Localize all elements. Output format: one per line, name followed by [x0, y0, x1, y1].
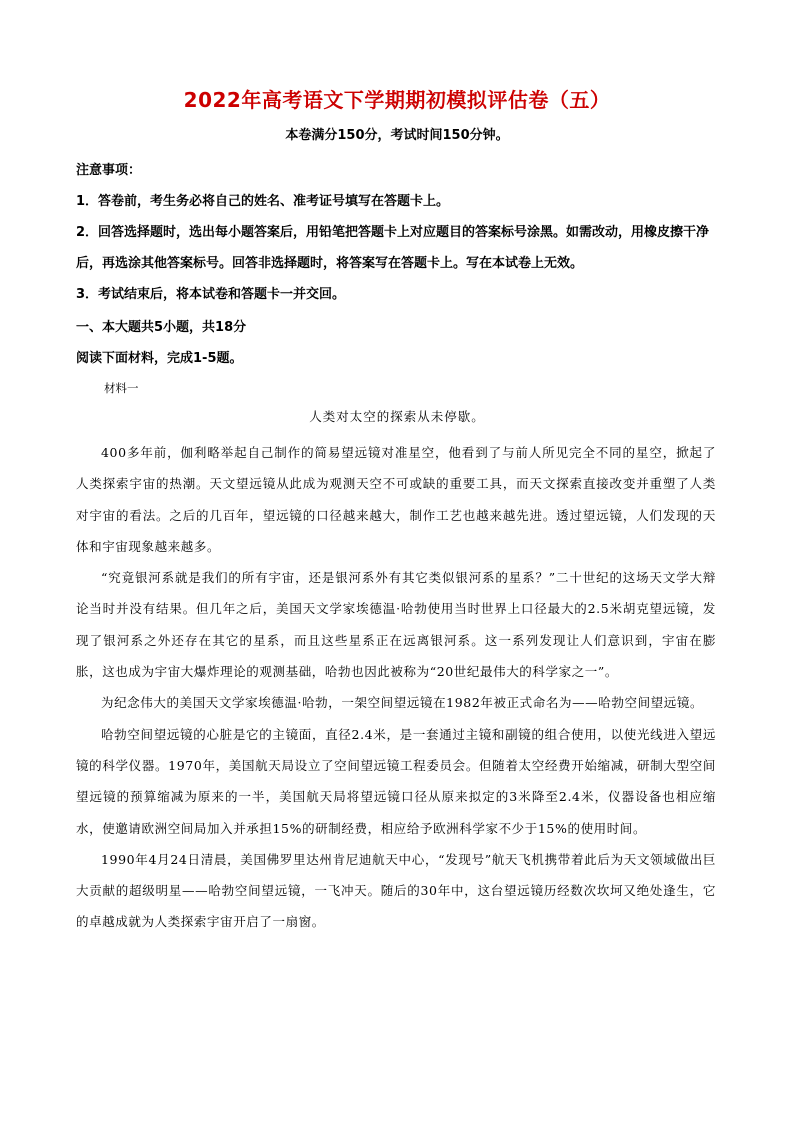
- notice-item: 3．考试结束后，将本试卷和答题卡一并交回。: [76, 287, 346, 302]
- notice-item: 2．回答选择题时，选出每小题答案后，用铅笔把答题卡上对应题目的答案标号涂黑。如需改动，用橡皮擦干净后，再选涂其他答案标号。回答非选择题时，将答案写在答题卡上。写在本试卷上无效。: [76, 225, 710, 271]
- material-paragraph: 400多年前，伽利略举起自己制作的简易望远镜对准星空，他看到了与前人所见完全不同的星空，掀起了人类探索宇宙的热潮。天文望远镜从此成为观测天空不可或缺的重要工具，而天文探索直接改变并重塑了人类对宇宙的看法。之后的几百年，望远镜的口径越来越大，制作工艺也越来越先进。透过望远镜，人们发现的天体和宇宙现象越来越多。: [76, 445, 716, 554]
- material-paragraph: 1990年4月24日清晨，美国佛罗里达州肯尼迪航天中心，“发现号”航天飞机携带着此后为天文领域做出巨大贡献的超级明星——哈勃空间望远镜，一飞冲天。随后的30年中，这台望远镜历经数次坎坷又绝处逢生，它的卓越成就为人类探索宇宙开启了一扇窗。: [76, 851, 716, 930]
- material-label: 材料一: [104, 381, 139, 395]
- notice-item: 1．答卷前，考生务必将自己的姓名、准考证号填写在答题卡上。: [76, 194, 450, 209]
- material-paragraph: 哈勃空间望远镜的心脏是它的主镜面，直径2.4米，是一套通过主镜和副镜的组合使用，以使光线进入望远镜的科学仪器。1970年，美国航天局设立了空间望远镜工程委员会。但随着太空经费开始缩减，研制大型空间望远镜的预算缩减为原来的一半，美国航天局将望远镜口径从原来拟定的3米降至2.4米，仪器设备也相应缩水，使邀请欧洲空间局加入并承担15%的研制经费，相应给予欧洲科学家不少于15%的使用时间。: [76, 726, 716, 836]
- exam-title: 2022年高考语文下学期期初模拟评估卷（五）: [183, 88, 611, 112]
- notice-list: [76, 186, 726, 310]
- material-paragraph: “究竟银河系就是我们的所有宇宙，还是银河系外有其它类似银河系的星系？”二十世纪的这场天文学大辩论当时并没有结果。但几年之后，美国天文学家埃德温·哈勃使用当时世界上口径最大的2.5米胡克望远镜，发现了银河系之外还存在其它的星系，而且这些星系正在远离银河系。这一系列发现让人们意识到，宇宙在膨胀，这也成为宇宙大爆炸理论的观测基础，哈勃也因此被称为“20世纪最伟大的科学家之一”。: [76, 570, 716, 680]
- material-body: [76, 437, 716, 938]
- material-heading: 人类对太空的探索从未停歇。: [309, 409, 485, 424]
- section-heading: 一、本大题共5小题，共18分: [76, 320, 247, 335]
- section-instruction: 阅读下面材料，完成1-5题。: [76, 351, 243, 366]
- material-paragraph: 为纪念伟大的美国天文学家埃德温·哈勃，一架空间望远镜在1982年被正式命名为——哈勃空间望远镜。: [101, 695, 704, 711]
- exam-subtitle: 本卷满分150分，考试时间150分钟。: [285, 128, 509, 143]
- notice-heading: 注意事项：: [76, 163, 142, 178]
